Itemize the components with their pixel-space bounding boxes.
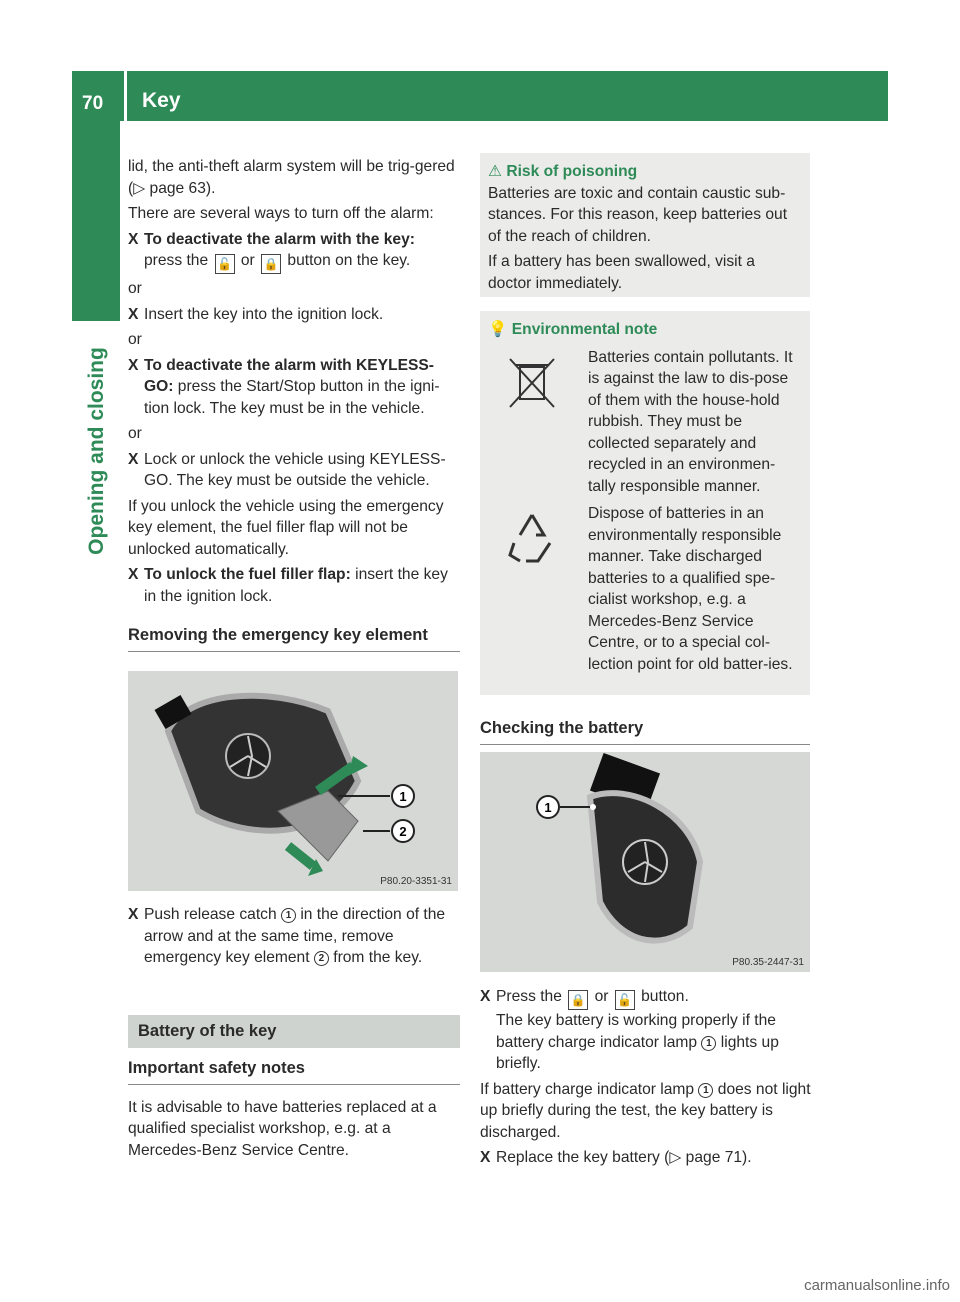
page-number: 70 (82, 93, 104, 114)
section-heading: Removing the emergency key element (128, 625, 460, 652)
environment-note-box (480, 311, 810, 695)
figure-code: P80.35-2447-31 (732, 957, 804, 968)
unlock-icon: 🔓 (615, 990, 635, 1010)
page-title: Key (142, 89, 181, 112)
paragraph: or (128, 331, 142, 348)
list-item: X To deactivate the alarm with KEYLESS-GO: press the Start/Stop button in the igni-tion lock. The key must be in the vehicle. (128, 356, 440, 417)
paragraph: Dispose of batteries in an environmentally responsible manner. Take discharged batteries to a qualified spe-cialist workshop, e.g. a Mercedes-Benz Service Centre, or to a special col-lection point for old batter-ies. (588, 505, 793, 673)
left-column (128, 156, 460, 652)
marker-1: 1 (544, 800, 552, 815)
sidebar-tab (72, 121, 120, 321)
watermark[interactable]: carmanualsonline.info (804, 1277, 950, 1294)
header-divider (124, 71, 127, 121)
paragraph: If a battery has been swallowed, visit a doctor immediately. (488, 253, 755, 292)
list-item: X Replace the key battery (▷ page 71). (480, 1149, 752, 1166)
list-item: X To unlock the fuel filler flap: insert the key in the ignition lock. (128, 566, 448, 605)
environment-title: 💡 Environmental note (488, 321, 658, 338)
section-bar: Battery of the key (128, 1015, 460, 1049)
warning-box (480, 153, 810, 297)
paragraph: or (128, 425, 142, 442)
figure-code: P80.20-3351-31 (380, 876, 452, 887)
warning-icon: ⚠ (488, 163, 502, 180)
marker-1: 1 (281, 908, 296, 923)
paragraph: There are several ways to turn off the alarm: (128, 205, 434, 222)
lightbulb-icon: 💡 (488, 321, 508, 338)
paragraph: Batteries are toxic and contain caustic sub-stances. For this reason, keep batteries out of the reach of children. (488, 184, 788, 245)
marker-1: 1 (698, 1083, 713, 1098)
left-column-lower (128, 904, 460, 1165)
key-illustration (480, 752, 810, 972)
right-column-lower (480, 986, 812, 1173)
list-item: X Press the 🔒 or 🔓 button. The key battery is working properly if the battery charge indicator lamp 1 lights up briefly. (480, 988, 779, 1072)
paragraph: lid, the anti-theft alarm system will be trig-gered (▷ page 63). (128, 158, 455, 197)
sidebar-section-label: Opening and closing (85, 347, 108, 555)
env-row-bin (488, 347, 802, 498)
marker-2: 2 (399, 824, 407, 839)
key-image-emergency (128, 671, 458, 891)
key-image-battery (480, 752, 810, 972)
list-item: X Insert the key into the ignition lock. (128, 305, 384, 323)
crossed-bin-icon (502, 351, 562, 411)
marker-2: 2 (314, 951, 329, 966)
right-heading-block (480, 718, 810, 745)
sidebar (72, 121, 120, 1302)
unlock-icon: 🔓 (215, 254, 235, 274)
list-item: X Push release catch 1 in the direction of the arrow and at the same time, remove emergency key element 2 from the key. (128, 906, 446, 966)
section-heading: Important safety notes (128, 1058, 460, 1085)
list-item: X To deactivate the alarm with the key: press the 🔓 or 🔒 button on the key. (128, 229, 460, 275)
paragraph: Batteries contain pollutants. It is against the law to dis-pose of them with the house-hold rubbish. They must be collected separately and recycled in an environmen-tally responsible manner. (588, 348, 793, 495)
paragraph: It is advisable to have batteries replaced at a qualified specialist workshop, e.g. at a Mercedes-Benz Service Centre. (128, 1098, 437, 1159)
env-row-recycle (488, 503, 802, 675)
paragraph: If battery charge indicator lamp 1 does not light up briefly during the test, the key battery is discharged. (480, 1080, 811, 1141)
marker-1: 1 (701, 1036, 716, 1051)
warning-title: ⚠ Risk of poisoning (488, 163, 638, 180)
lock-icon: 🔒 (261, 254, 281, 274)
paragraph: or (128, 280, 142, 297)
paragraph: If you unlock the vehicle using the emergency key element, the fuel filler flap will not be unlocked automatically. (128, 497, 444, 558)
page-header (72, 71, 888, 121)
list-item: X Lock or unlock the vehicle using KEYLESS-GO. The key must be outside the vehicle. (128, 450, 446, 489)
marker-1: 1 (399, 789, 407, 804)
section-heading: Checking the battery (480, 718, 810, 745)
recycle-icon (502, 507, 562, 567)
lock-icon: 🔒 (568, 990, 588, 1010)
key-illustration (128, 671, 458, 891)
